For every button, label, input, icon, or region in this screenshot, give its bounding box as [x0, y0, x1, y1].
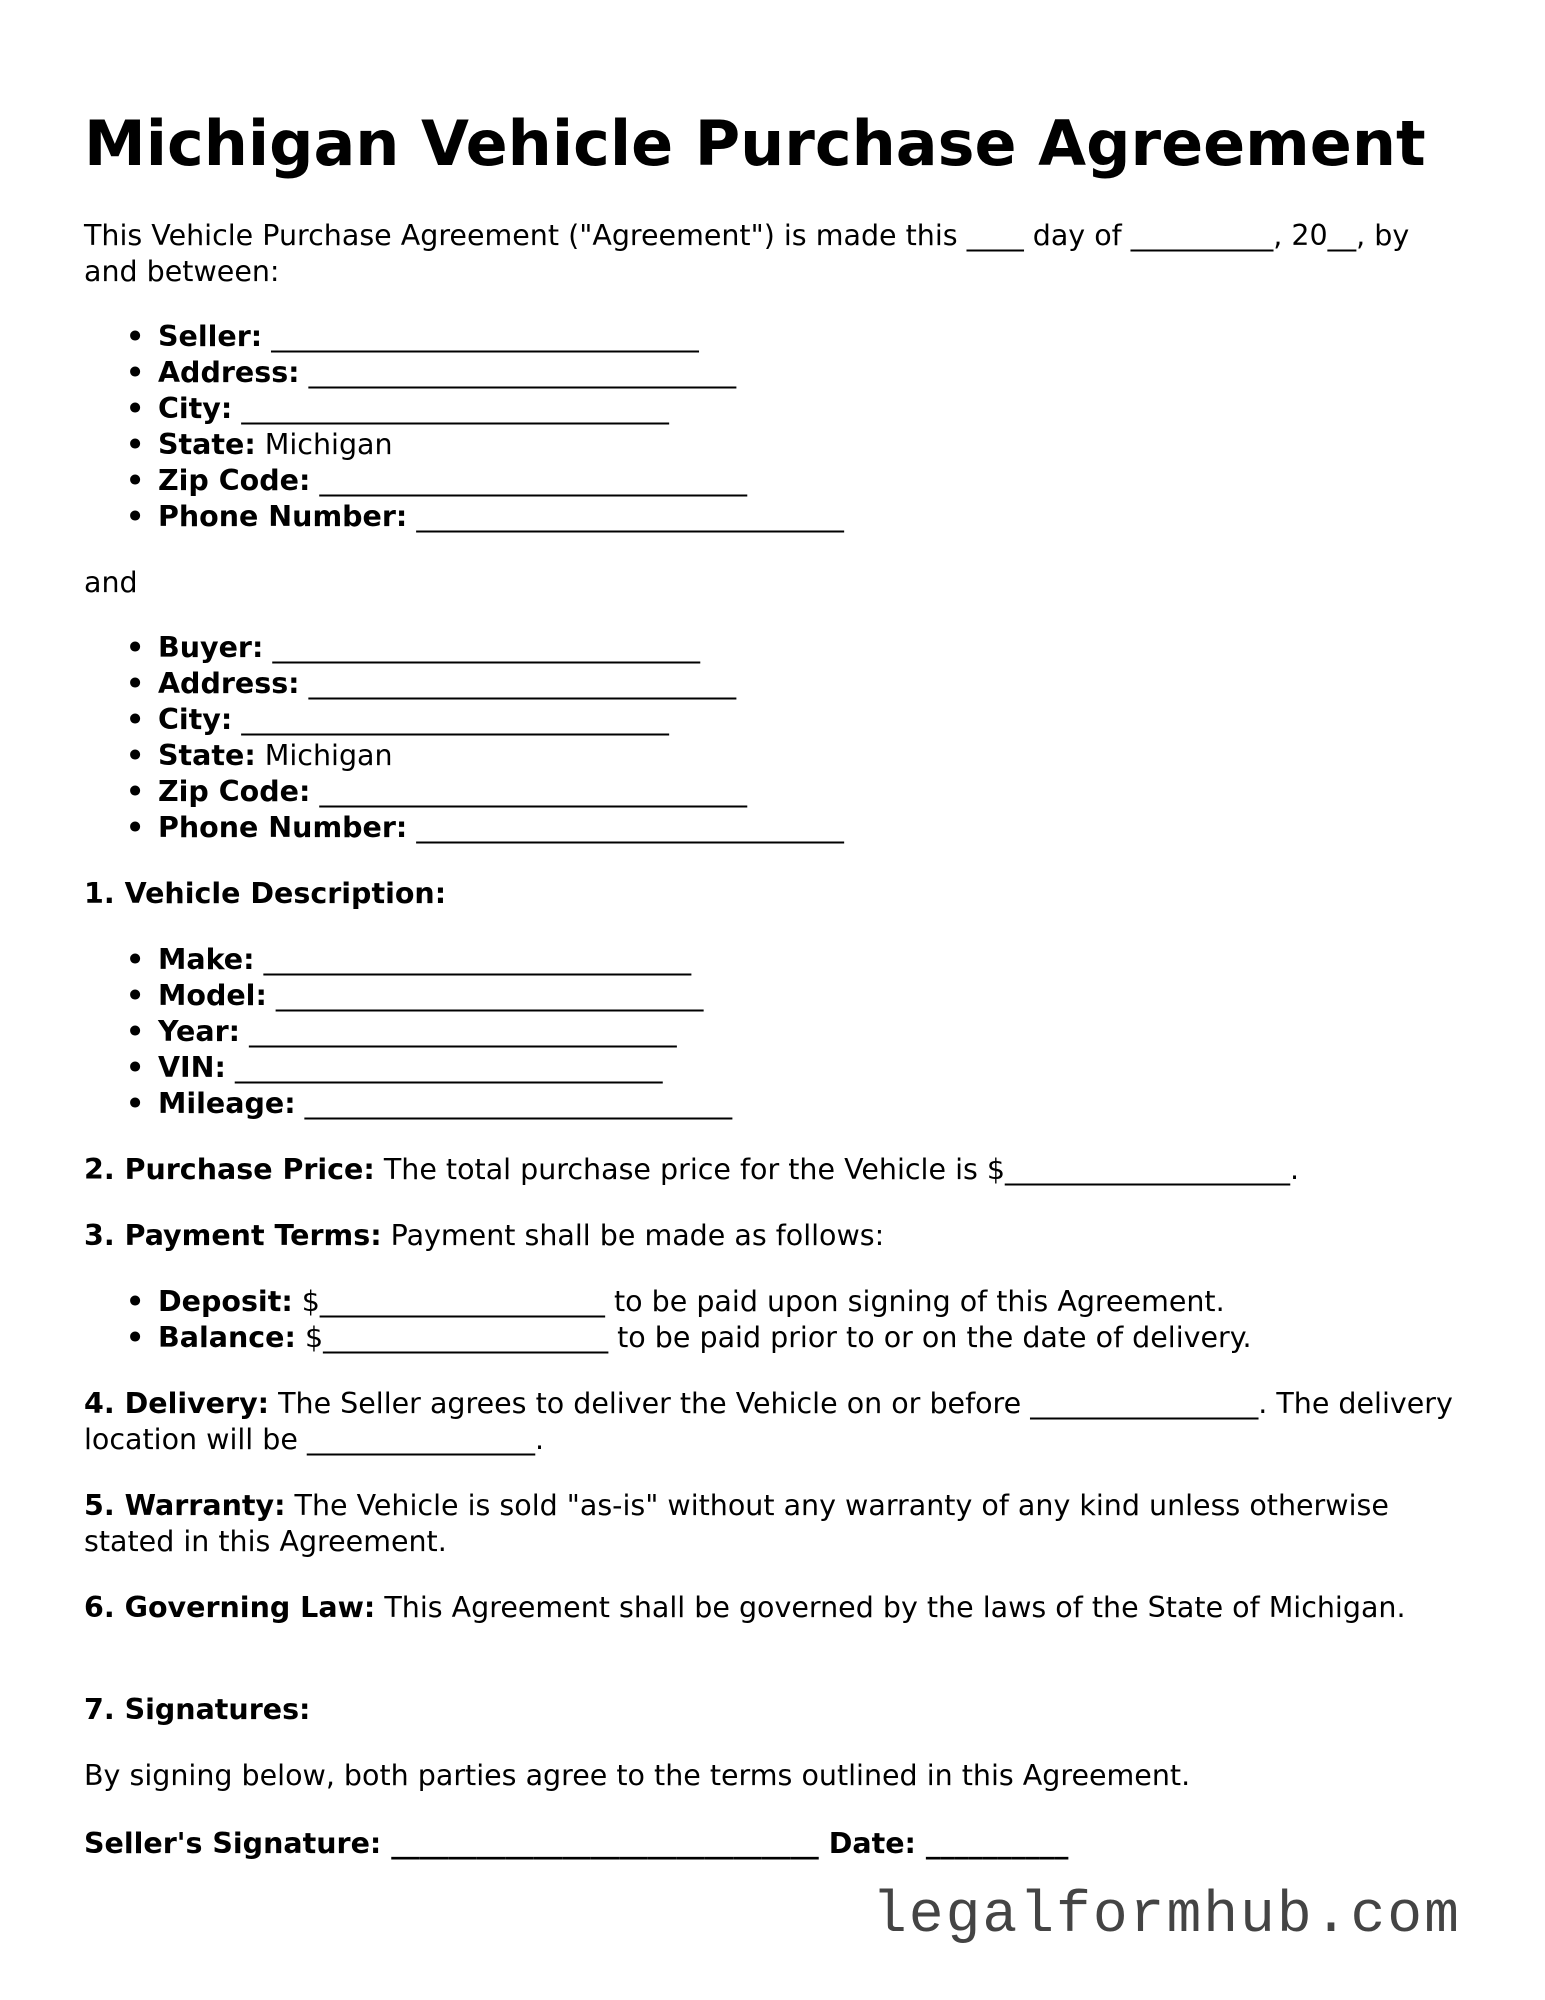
seller-zip-blank[interactable]: ______________________________ [319, 464, 747, 497]
sign-statement: By signing below, both parties agree to the terms outlined in this Agreement. [84, 1759, 1191, 1792]
seller-zip-item: • Zip Code: ______________________________ [158, 463, 844, 499]
page-title: Michigan Vehicle Purchase Agreement [84, 107, 1426, 180]
buyer-address-item: • Address: ______________________________ [158, 666, 844, 702]
deposit-text[interactable]: $____________________ to be paid upon signing of this Agreement. [301, 1285, 1225, 1318]
buyer-zip-item: • Zip Code: ______________________________ [158, 774, 844, 810]
vehicle-model-blank[interactable]: ______________________________ [275, 979, 704, 1012]
vehicle-mileage-blank[interactable]: ______________________________ [304, 1087, 733, 1120]
and-text: and [84, 566, 138, 599]
seller-state-item: • State: Michigan [158, 427, 844, 463]
intro-paragraph: This Vehicle Purchase Agreement ("Agreement") is made this ____ day of __________, 20__, by and between: [84, 219, 1410, 288]
section-3-payment-terms: 3. Payment Terms: Payment shall be made as follows: [84, 1219, 885, 1252]
vehicle-make-blank[interactable]: ______________________________ [263, 943, 692, 976]
buyer-zip-blank[interactable]: ______________________________ [319, 775, 747, 808]
section-4-delivery: 4. Delivery: The Seller agrees to deliver the Vehicle on or before ________________. The delivery location will be ________________. [84, 1387, 1453, 1456]
seller-name-blank[interactable]: ______________________________ [271, 320, 699, 353]
buyer-city-blank[interactable]: ______________________________ [241, 703, 669, 736]
seller-state-value: Michigan [264, 428, 393, 461]
balance-item: • Balance: $____________________ to be paid prior to or on the date of delivery. [158, 1320, 1252, 1356]
seller-signature-blank[interactable]: ______________________________ [391, 1827, 819, 1860]
vehicle-description-list [84, 942, 732, 1122]
vehicle-year-blank[interactable]: ______________________________ [249, 1015, 677, 1048]
watermark-text: legalformhub.com [872, 1884, 1461, 1949]
section-2-purchase-price: 2. Purchase Price: The total purchase price for the Vehicle is $____________________. [84, 1153, 1300, 1186]
seller-address-blank[interactable]: ______________________________ [308, 356, 737, 389]
vehicle-model-item: • Model: ______________________________ [158, 978, 732, 1014]
seller-address-item: • Address: ______________________________ [158, 355, 844, 391]
buyer-name-blank[interactable]: ______________________________ [272, 631, 700, 664]
buyer-state-item: • State: Michigan [158, 738, 844, 774]
buyer-address-blank[interactable]: ______________________________ [308, 667, 737, 700]
deposit-item: • Deposit: $____________________ to be paid upon signing of this Agreement. [158, 1284, 1252, 1320]
section-7-heading: 7. Signatures: [84, 1693, 311, 1726]
seller-signature-date-blank[interactable]: __________ [925, 1827, 1069, 1860]
vehicle-vin-blank[interactable]: ______________________________ [234, 1051, 663, 1084]
payment-terms-list [84, 1284, 1252, 1356]
balance-text[interactable]: $____________________ to be paid prior to or on the date of delivery. [304, 1321, 1252, 1354]
buyer-city-item: • City: ______________________________ [158, 702, 844, 738]
section-1-heading: 1. Vehicle Description: [84, 877, 447, 910]
seller-city-item: • City: ______________________________ [158, 391, 844, 427]
seller-list [84, 319, 844, 535]
section-6-governing-law: 6. Governing Law: This Agreement shall be governed by the laws of the State of Michigan. [84, 1591, 1406, 1624]
vehicle-mileage-item: • Mileage: ______________________________ [158, 1086, 732, 1122]
seller-phone-blank[interactable]: ______________________________ [416, 500, 844, 533]
buyer-list [84, 630, 844, 846]
section-5-warranty: 5. Warranty: The Vehicle is sold "as-is" without any warranty of any kind unless otherwise stated in this Agreement. [84, 1489, 1389, 1558]
vehicle-make-item: • Make: ______________________________ [158, 942, 732, 978]
seller-name-item: • Seller: ______________________________ [158, 319, 844, 355]
vehicle-vin-item: • VIN: ______________________________ [158, 1050, 732, 1086]
buyer-name-item: • Buyer: ______________________________ [158, 630, 844, 666]
seller-phone-item: • Phone Number: ______________________________ [158, 499, 844, 535]
seller-signature-line: Seller's Signature: ______________________________ Date: __________ [84, 1827, 1069, 1860]
buyer-state-value: Michigan [264, 739, 393, 772]
seller-city-blank[interactable]: ______________________________ [241, 392, 669, 425]
buyer-phone-blank[interactable]: ______________________________ [416, 811, 844, 844]
vehicle-year-item: • Year: ______________________________ [158, 1014, 732, 1050]
buyer-phone-item: • Phone Number: ______________________________ [158, 810, 844, 846]
